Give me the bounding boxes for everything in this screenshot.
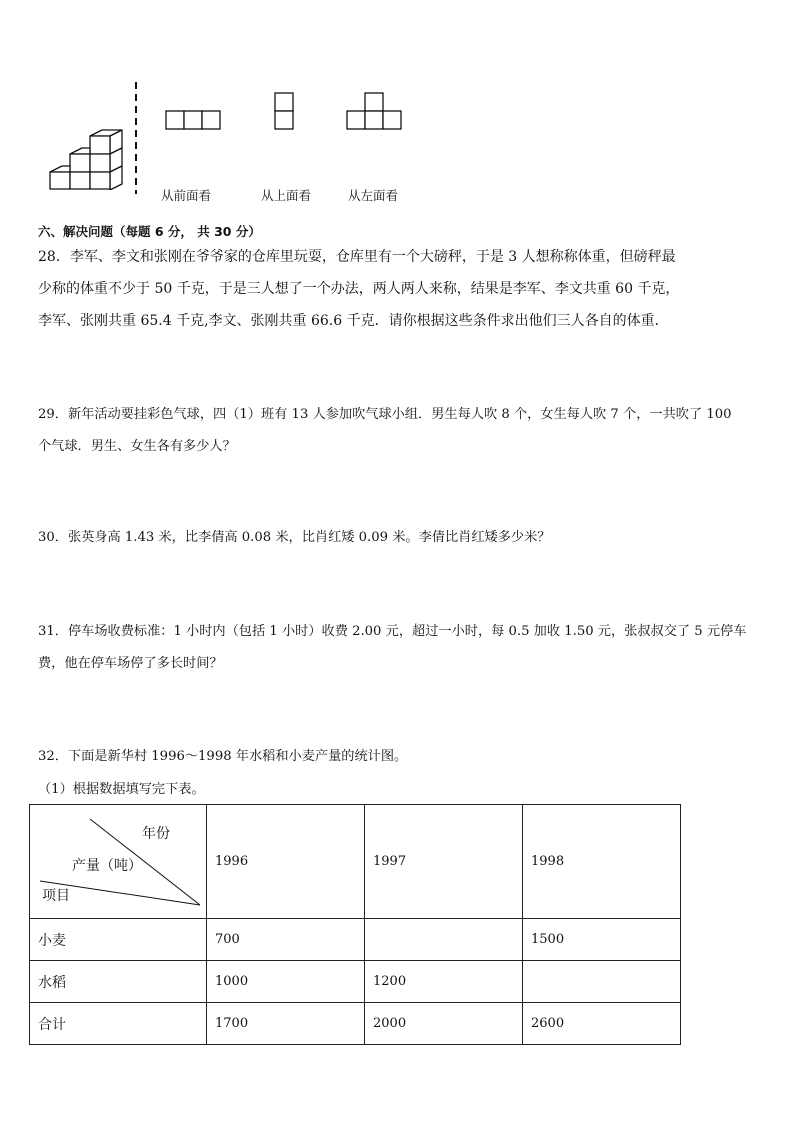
q29-line-2: 个气球．男生、女生各有多少人？ <box>38 439 236 454</box>
table-cell-blank <box>523 961 681 1003</box>
question-30 <box>38 522 758 554</box>
header-year-label: 年份 <box>142 826 170 842</box>
q31-line-1: 31．停车场收费标准：1 小时内（包括 1 小时）收费 2.00 元，超过一小时，每 0.5 加收 1.50 元，张叔叔交了 5 元停车 <box>38 624 747 639</box>
table-row <box>30 961 681 1003</box>
question-28 <box>38 241 758 337</box>
front-view-label: 从前面看 <box>161 188 212 203</box>
top-view-label: 从上面看 <box>261 188 312 203</box>
row-label-total: 合计 <box>30 1003 207 1045</box>
table-cell-blank <box>365 919 523 961</box>
question-32 <box>38 741 758 773</box>
top-view-diagram <box>274 92 296 132</box>
table-cell: 1500 <box>523 919 681 961</box>
dashed-divider <box>133 82 139 194</box>
year-1997-header: 1997 <box>365 805 523 919</box>
table-cell: 2000 <box>365 1003 523 1045</box>
q28-line-3: 李军、张刚共重 65.4 千克,李文、张刚共重 66.6 千克．请你根据这些条件求出他们三人各自的体重． <box>38 313 669 329</box>
table-row <box>30 919 681 961</box>
q28-line-1: 28．李军、李文和张刚在爷爷家的仓库里玩耍，仓库里有一个大磅秤，于是 3 人想称称体重，但磅秤最 <box>38 249 676 265</box>
q29-line-1: 29．新年活动要挂彩色气球，四（1）班有 13 人参加吹气球小组．男生每人吹 8 个，女生每人吹 7 个，一共吹了 100 <box>38 407 732 422</box>
q28-line-2: 少称的体重不少于 50 千克，于是三人想了一个办法，两人两人来称，结果是李军、李文共重 60 千克， <box>38 281 680 297</box>
year-1996-header: 1996 <box>207 805 365 919</box>
q31-line-2: 费，他在停车场停了多长时间？ <box>38 656 223 671</box>
header-item-label: 项目 <box>42 888 70 904</box>
header-output-label: 产量（吨） <box>72 858 142 874</box>
table-cell: 700 <box>207 919 365 961</box>
left-view-label: 从左面看 <box>348 188 399 203</box>
section-6-title: 六、解决问题（每题 6 分， 共 30 分） <box>38 224 261 239</box>
q32-line-1: 32．下面是新华村 1996～1998 年水稻和小麦产量的统计图。 <box>38 749 408 764</box>
q30-line-1: 30．张英身高 1.43 米，比李倩高 0.08 米，比肖红矮 0.09 米。李倩比肖红矮多少米？ <box>38 530 551 545</box>
table-row <box>30 1003 681 1045</box>
table-cell: 1700 <box>207 1003 365 1045</box>
row-label-rice: 水稻 <box>30 961 207 1003</box>
table-cell: 2600 <box>523 1003 681 1045</box>
table-cell: 1000 <box>207 961 365 1003</box>
production-table <box>29 804 681 1045</box>
question-31 <box>38 616 758 680</box>
cube-drawing <box>40 126 130 190</box>
left-view-diagram <box>346 92 404 132</box>
q32-sub-1: （1）根据数据填写完下表。 <box>38 782 205 797</box>
table-cell: 1200 <box>365 961 523 1003</box>
diagonal-header-cell <box>30 805 207 919</box>
year-1998-header: 1998 <box>523 805 681 919</box>
question-29 <box>38 399 758 463</box>
front-view-diagram <box>165 110 223 132</box>
row-label-wheat: 小麦 <box>30 919 207 961</box>
